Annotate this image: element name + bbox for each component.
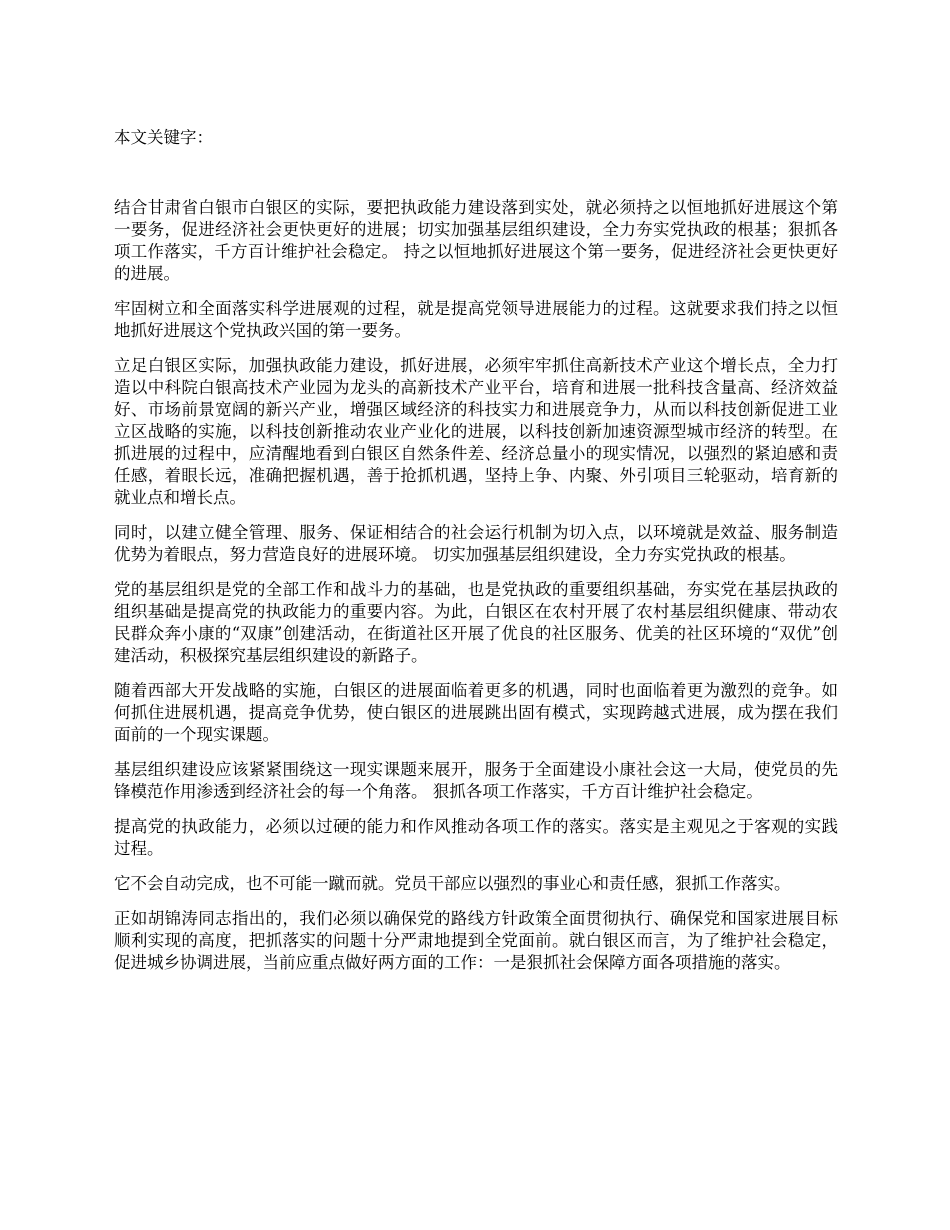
document-page	[114, 127, 838, 987]
paragraph: 立足白银区实际，加强执政能力建设，抓好进展，必须牢牢抓住高新技术产业这个增长点，全力打造以中科院白银高技术产业园为龙头的高新技术产业平台，培育和进展一批科技含量高、经济效益好、市场前景宽阔的新兴产业，增强区域经济的科技实力和进展竞争力，从而以科技创新促进工业立区战略的实施，以科技创新推动农业产业化的进展，以科技创新加速资源型城市经济的转型。在抓进展的过程中，应清醒地看到白银区自然条件差、经济总量小的现实情况，以强烈的紧迫感和责任感，着眼长远，准确把握机遇，善于抢抓机遇，坚持上争、内聚、外引项目三轮驱动，培育新的就业点和增长点。	[114, 356, 838, 507]
paragraph: 同时，以建立健全管理、服务、保证相结合的社会运行机制为切入点，以环境就是效益、服务制造优势为着眼点，努力营造良好的进展环境。 切实加强基层组织建设，全力夯实党执政的根基。	[114, 523, 838, 564]
paragraph: 正如胡锦涛同志指出的，我们必须以确保党的路线方针政策全面贯彻执行、确保党和国家进展目标顺利实现的高度，把抓落实的问题十分严肃地提到全党面前。就白银区而言，为了维护社会稳定，促进城乡协调进展，当前应重点做好两方面的工作：一是狠抓社会保障方面各项措施的落实。	[114, 909, 838, 972]
paragraph: 随着西部大开发战略的实施，白银区的进展面临着更多的机遇，同时也面临着更为激烈的竞争。如何抓住进展机遇，提高竞争优势，使白银区的进展跳出固有模式，实现跨越式进展，成为摆在我们面前的一个现实课题。	[114, 681, 838, 744]
document-body	[114, 197, 838, 974]
paragraph: 提高党的执政能力，必须以过硬的能力和作风推动各项工作的落实。落实是主观见之于客观的实践过程。	[114, 817, 838, 858]
keywords-label: 本文关键字：	[114, 128, 213, 147]
paragraph: 牢固树立和全面落实科学进展观的过程，就是提高党领导进展能力的过程。这就要求我们持之以恒地抓好进展这个党执政兴国的第一要务。	[114, 299, 838, 340]
paragraph: 它不会自动完成，也不可能一蹴而就。党员干部应以强烈的事业心和责任感，狠抓工作落实。	[114, 874, 791, 893]
paragraph: 党的基层组织是党的全部工作和战斗力的基础，也是党执政的重要组织基础，夯实党在基层执政的组织基础是提高党的执政能力的重要内容。为此，白银区在农村开展了农村基层组织健康、带动农民群众奔小康的“双康”创建活动，在街道社区开展了优良的社区服务、优美的社区环境的“双优”创建活动，积极探究基层组织建设的新路子。	[114, 580, 838, 665]
paragraph: 基层组织建设应该紧紧围绕这一现实课题来展开，服务于全面建设小康社会这一大局，使党员的先锋模范作用渗透到经济社会的每一个角落。 狠抓各项工作落实，千方百计维护社会稳定。	[114, 760, 838, 801]
paragraph: 结合甘肃省白银市白银区的实际，要把执政能力建设落到实处，就必须持之以恒地抓好进展这个第一要务，促进经济社会更快更好的进展；切实加强基层组织建设，全力夯实党执政的根基；狠抓各项工作落实，千方百计维护社会稳定。 持之以恒地抓好进展这个第一要务，促进经济社会更快更好的进展。	[114, 198, 838, 283]
